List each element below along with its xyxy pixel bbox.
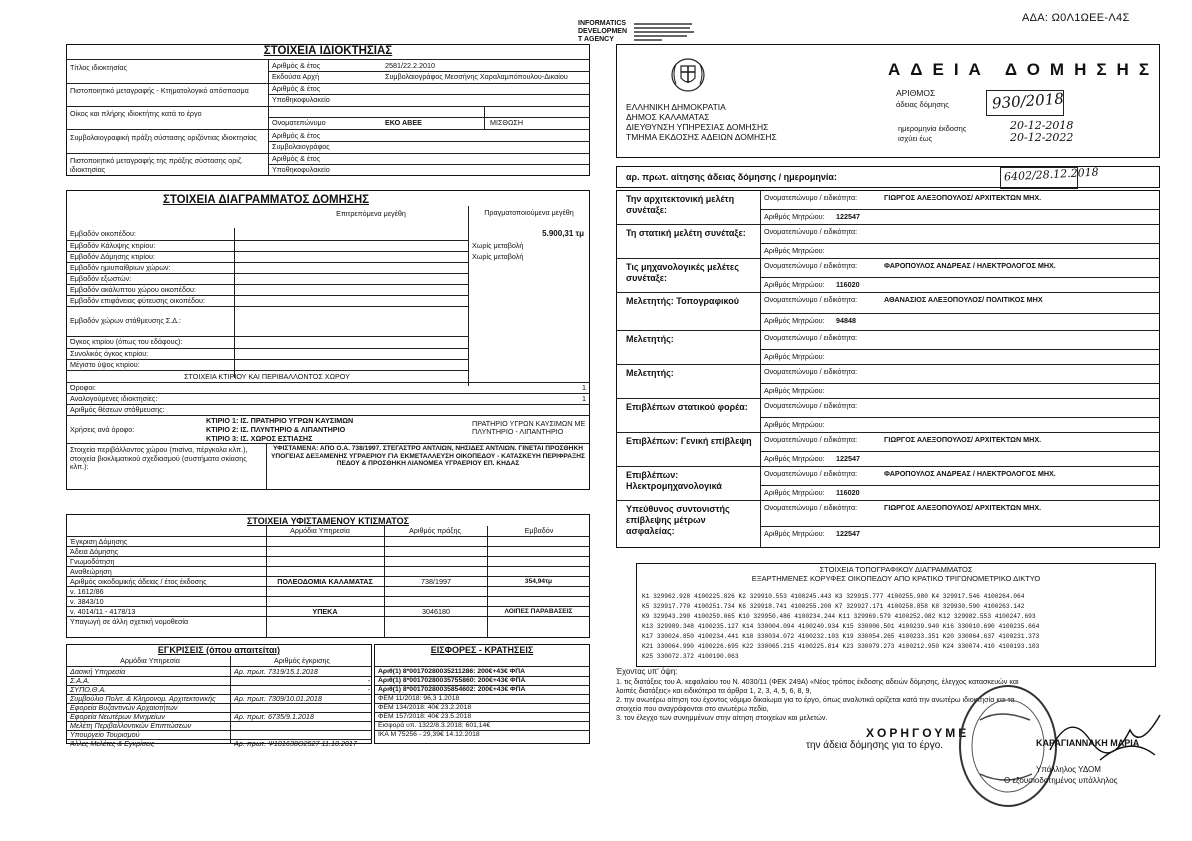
engineer-role: Μελετητής: <box>626 334 674 344</box>
engineer-role: Μελετητής: Τοπογραφικού <box>626 296 739 306</box>
row-divider <box>760 313 1160 314</box>
topo-coordinate-row: K25 330072.372 4100190.063 <box>642 653 739 660</box>
fee-row: ΦΕΜ 11/2018: 96,3 1.2018 <box>378 695 460 702</box>
topo-coordinate-row: K5 329917.770 4100251.734 K6 329918.741 4100255.200 K7 329927.171 4100258.858 K8 329930.590 4100263.142 <box>642 603 1025 610</box>
engineer-reg-key: Αριθμός Μητρώου: <box>764 246 825 255</box>
engineer-reg-value: 122547 <box>836 212 860 221</box>
engineer-reg-key: Αριθμός Μητρώου: <box>764 316 825 325</box>
engineer-name-key: Ονοματεπώνυμο / ειδικότητα: <box>764 469 858 478</box>
engineer-role: Τις μηχανολογικές μελέτες συνέταξε: <box>626 262 739 283</box>
diagram-title: ΣΤΟΙΧΕΙΑ ΔΙΑΓΡΑΜΜΑΤΟΣ ΔΟΜΗΣΗΣ <box>162 194 370 206</box>
row-divider <box>760 451 1160 452</box>
approval-row-number: - <box>367 676 370 685</box>
existing-row-label: Γνωμοδότηση <box>70 557 115 566</box>
engineer-name-value: ΦΑΡΟΠΟΥΛΟΣ ΑΝΔΡΕΑΣ / ΗΛΕΚΤΡΟΛΟΓΟΣ ΜΗΧ. <box>884 469 1056 478</box>
diagram-row-actual: Χωρίς μεταβολή <box>472 241 524 250</box>
engineer-reg-key: Αριθμός Μητρώου: <box>764 420 825 429</box>
building-section-title: ΣΤΟΙΧΕΙΑ ΚΤΙΡΙΟΥ ΚΑΙ ΠΕΡΙΒΑΛΛΟΝΤΟΣ ΧΩΡΟΥ <box>184 372 350 381</box>
engineer-reg-key: Αριθμός Μητρώου: <box>764 212 825 221</box>
ownership-title: ΣΤΟΙΧΕΙΑ ΙΔΙΟΚΤΗΣΙΑΣ <box>263 45 393 57</box>
diagram-col2-header: Πραγματοποιούμενα μεγέθη <box>484 208 574 217</box>
engineer-reg-value: 116020 <box>836 280 860 289</box>
engineer-reg-key: Αριθμός Μητρώου: <box>764 454 825 463</box>
signature-line3: Ο εξουσιοδοτημένος υπάλληλος <box>1004 776 1118 785</box>
approval-row-number: Αρ. πρωτ. 7319/15.1.2018 <box>234 667 318 676</box>
fee-row: Αριθ(1) 8*00170280035755860: 200€+43€ ΦΠΑ <box>378 677 526 684</box>
ownership-key-1: Αριθμός & έτος <box>272 154 321 163</box>
authority-line: ΔΙΕΥΘΥΝΣΗ ΥΠΗΡΕΣΙΑΣ ΔΟΜΗΣΗΣ <box>626 122 769 132</box>
row-divider <box>66 443 590 444</box>
fee-row: Αριθ(1) 8*00170280035854602: 200€+43€ ΦΠΑ <box>378 686 526 693</box>
environment-label: Στοιχεία περιβάλλοντος χώρου (πισίνα, πέργκολα κλπ.), στοιχεία βιοκλιματικού σχεδιασμού (συστήματα σκίασης κλπ.): <box>70 446 248 471</box>
row-divider <box>760 243 1160 244</box>
row-divider <box>66 129 590 130</box>
engineer-name-value: ΦΑΡΟΠΟΥΛΟΣ ΑΝΔΡΕΑΣ / ΗΛΕΚΤΡΟΛΟΓΟΣ ΜΗΧ. <box>884 261 1056 270</box>
engineer-reg-value: 116020 <box>836 488 860 497</box>
topo-coordinate-row: K17 330024.850 4100234.441 K18 330034.072 4100232.103 K19 330054.265 4100233.351 K20 330064.637 4100231.373 <box>642 633 1040 640</box>
approval-row-label: Μελέτη Περιβαλλοντικών Επιπτώσεων <box>70 721 192 730</box>
logo-line-1: INFORMATICS <box>578 20 627 27</box>
topo-coordinate-row: K13 329989.348 4100235.127 K14 330004.094 4100240.934 K15 330006.501 4100239.940 K16 330010.690 4100235.664 <box>642 623 1040 630</box>
row-divider <box>66 106 590 107</box>
signature-line2: Υπάλληλος ΥΔΟΜ <box>1036 765 1101 774</box>
diagram-row-actual: 5.900,31 τμ <box>542 229 584 238</box>
ownership-key-1: Αριθμός & έτος <box>272 84 321 93</box>
permit-number-value: 930/2018 <box>991 89 1065 113</box>
engineer-reg-value: 94848 <box>836 316 856 325</box>
column-divider <box>266 526 267 638</box>
approval-row-number: Αρ. πρωτ. Ψ101638Ο2527 11.10.2017 <box>234 739 357 748</box>
engineer-role: Μελετητής: <box>626 368 674 378</box>
ownership-value-2: ΜΙΣΘΩΣΗ <box>490 118 524 127</box>
existing-title: ΣΤΟΙΧΕΙΑ ΥΦΙΣΤΑΜΕΝΟΥ ΚΤΙΣΜΑΤΟΣ <box>247 516 409 526</box>
existing-row-label: Υπαγωγή σε άλλη σχετική νομοθεσία <box>70 617 189 626</box>
existing-row-label: ν. 3843/10 <box>70 597 104 606</box>
diagram-row-label: Όγκος κτιρίου (όπως του εδάφους): <box>70 337 183 346</box>
row-divider <box>268 71 590 72</box>
approval-row-label: Υπουργείο Τουρισμού <box>70 730 140 739</box>
engineer-reg-key: Αριθμός Μητρώου: <box>764 488 825 497</box>
approval-row-label: Σ.Α.Α. <box>70 676 90 685</box>
building-row-value: 1 <box>582 394 586 403</box>
signature-name: ΚΑΡΑΓΙΑΝΝΑΚΗ ΜΑΡΙΑ <box>1036 738 1140 748</box>
diagram-row-label: Εμβαδόν επιφάνειας φύτευσης οικοπέδου: <box>70 296 205 305</box>
note-item: 1. τις διατάξεις του Α. κεφαλαίου του Ν. 4030/11 (ΦΕΚ 249Α) «Νέος τρόπος έκδοσης αδειών δόμησης, έλεγχος κατασκευών και λοιπές διατάξεις» και ειδικότερα τα άρθρα 1, 2, 3, 4, 5, 6, 8, 9, <box>616 677 1019 695</box>
engineer-reg-key: Αριθμός Μητρώου: <box>764 529 825 538</box>
building-row-label: Αναλογούμενες ιδιοκτησίες: <box>70 394 158 403</box>
row-divider <box>268 164 590 165</box>
column-divider <box>484 106 485 130</box>
engineer-reg-key: Αριθμός Μητρώου: <box>764 280 825 289</box>
valid-until-value: 20-12-2022 <box>1010 131 1074 144</box>
ida-logo-text <box>578 20 627 44</box>
topo-coordinate-row: K9 329943.290 4100259.065 K10 329950.486 4100234.244 K11 329969.579 4100252.082 K12 329982.553 4100247.693 <box>642 613 1036 620</box>
row-divider <box>760 277 1160 278</box>
issue-date-value: 20-12-2018 <box>1010 119 1074 132</box>
approval-row-label: Συμβούλιο Πολιτ. & Κληρονομ. Αρχιτεκτονικής <box>70 694 216 703</box>
engineer-name-key: Ονοματεπώνυμο / ειδικότητα: <box>764 401 858 410</box>
use-entry: ΚΤΙΡΙΟ 3: ΙΣ. ΧΩΡΟΣ ΕΣΤΙΑΣΗΣ <box>206 434 313 443</box>
diagram-col1-header: Επιτρεπόμενα μεγέθη <box>336 209 406 218</box>
ownership-value-1: ΕΚΟ ΑΒΕΕ <box>385 118 422 127</box>
row-divider <box>760 417 1160 418</box>
engineer-name-key: Ονοματεπώνυμο / ειδικότητα: <box>764 295 858 304</box>
diagram-row-label: Εμβαδόν Κάλυψης κτιρίου: <box>70 241 156 250</box>
approvals-col-service: Αρμόδια Υπηρεσία <box>120 656 180 665</box>
engineer-role: Επιβλέπων: Γενική επίβλεψη <box>626 436 752 446</box>
row-divider <box>616 432 1160 433</box>
use-entry: ΚΤΙΡΙΟ 1: ΙΣ. ΠΡΑΤΗΡΙΟ ΥΓΡΩΝ ΚΑΥΣΙΜΩΝ <box>206 416 354 425</box>
existing-row-service: ΠΟΛΕΟΔΟΜΙΑ ΚΑΛΑΜΑΤΑΣ <box>277 577 373 586</box>
building-row-label: Αριθμός θέσεων στάθμευσης: <box>70 405 165 414</box>
existing-row-label: Έγκριση Δόμησης <box>70 537 128 546</box>
row-divider <box>616 224 1160 225</box>
approval-row-label: Δασική Υπηρεσία <box>70 667 126 676</box>
logo-line-3: T AGENCY <box>578 36 614 43</box>
note-item: 2. την ανωτέρω αίτηση του έχοντος νόμιμο δικαίωμα για το έργο, όπως αναλυτικά ορίζεται κατά την ανωτέρω ιδιοκτησία και τα στοιχεία που αναγράφονται στο ανωτέρω πεδίο, <box>616 695 1015 713</box>
building-row-value: 1 <box>582 383 586 392</box>
ownership-key-2: Εκδούσα Αρχή <box>272 72 320 81</box>
row-divider <box>616 330 1160 331</box>
approvals-title: ΕΓΚΡΙΣΕΙΣ (όπου απαιτείται) <box>157 645 281 655</box>
row-divider <box>760 349 1160 350</box>
diagram-row-label: Εμβαδόν ακάλυπτου χώρου οικοπέδου: <box>70 285 196 294</box>
engineer-role: Την αρχιτεκτονική μελέτη συνέταξε: <box>626 194 735 215</box>
engineer-name-key: Ονοματεπώνυμο / ειδικότητα: <box>764 193 858 202</box>
fees-title: ΕΙΣΦΟΡΕΣ - ΚΡΑΤΗΣΕΙΣ <box>430 645 534 655</box>
building-row-label: Όροφοι: <box>70 383 96 392</box>
engineer-name-value: ΓΙΩΡΓΟΣ ΑΛΕΞΟΠΟΥΛΟΣ/ ΑΡΧΙΤΕΚΤΩΝ ΜΗΧ. <box>884 193 1042 202</box>
row-divider <box>268 141 590 142</box>
ownership-value-1: 2581/22.2.2010 <box>385 61 435 70</box>
approval-row-number: Αρ. πρωτ. 6735/9.1.2018 <box>234 712 314 721</box>
topo-title: ΣΤΟΙΧΕΙΑ ΤΟΠΟΓΡΑΦΙΚΟΥ ΔΙΑΓΡΑΜΜΑΤΟΣ <box>819 565 973 574</box>
existing-row-area: 354,94τμ <box>524 578 553 585</box>
column-divider <box>266 443 267 490</box>
uses-label: Χρήσεις ανά όροφο: <box>70 425 135 434</box>
ownership-row-label: Συμβολαιογραφική πράξη σύστασης οριζόντιας ιδιοκτησίας <box>70 133 257 142</box>
diagram-row-label: Εμβαδόν οικοπέδου: <box>70 229 136 238</box>
ownership-row-label: Πιστοποιητικό μεταγραφής της πράξης σύστασης οριζ. ιδιοκτησίας <box>70 156 244 174</box>
ownership-key-2: Υποθηκοφυλακείο <box>272 165 330 174</box>
existing-row-area: ΛΟΙΠΕΣ ΠΑΡΑΒΑΣΕΙΣ <box>504 608 573 615</box>
permit-number-sub: άδειας δόμησης <box>896 100 949 109</box>
ownership-key-1: Αριθμός & έτος <box>272 131 321 140</box>
topo-subtitle: ΕΞΑΡΤΗΜΕΝΕΣ ΚΟΡΥΦΕΣ ΟΙΚΟΠΕΔΟΥ ΑΠΟ ΚΡΑΤΙΚΟ ΤΡΙΓΩΝΟΜΕΤΡΙΚΟ ΔΙΚΤΥΟ <box>751 574 1041 583</box>
ownership-key-2: Συμβολαιογράφος <box>272 142 330 151</box>
engineer-name-value: ΓΙΩΡΓΟΣ ΑΛΕΞΟΠΟΥΛΟΣ/ ΑΡΧΙΤΕΚΤΩΝ ΜΗΧ. <box>884 435 1042 444</box>
existing-row-label: ν. 4014/11 - 4178/13 <box>70 607 136 616</box>
row-divider <box>616 292 1160 293</box>
engineer-name-value: ΓΙΩΡΓΟΣ ΑΛΕΞΟΠΟΥΛΟΣ/ ΑΡΧΙΤΕΚΤΩΝ ΜΗΧ. <box>884 503 1042 512</box>
ownership-key-1: Ονοματεπώνυμο <box>272 118 326 127</box>
column-divider <box>487 526 488 638</box>
topo-coordinate-row: K21 330064.990 4100226.695 K22 330065.215 4100225.814 K23 330079.273 4100212.950 K24 330074.410 4100193.103 <box>642 643 1040 650</box>
engineer-name-key: Ονοματεπώνυμο / ειδικότητα: <box>764 227 858 236</box>
use-entry: ΚΤΙΡΙΟ 2: ΙΣ. ΠΛΥΝΤΗΡΙΟ & ΛΙΠΑΝΤΗΡΙΟ <box>206 425 346 434</box>
ownership-key-2: Υποθηκοφυλακείο <box>272 95 330 104</box>
engineer-reg-value: 122547 <box>836 454 860 463</box>
diagram-row-label: Εμβαδόν ημιυπαίθριων χώρων: <box>70 263 171 272</box>
approval-row-label: Εφορεία Νεωτέρων Μνημείων <box>70 712 165 721</box>
engineer-role: Υπεύθυνος συντονιστής επίβλεψης μέτρων ασφαλείας: <box>626 504 730 536</box>
authority-line: ΔΗΜΟΣ ΚΑΛΑΜΑΤΑΣ <box>626 112 710 122</box>
row-divider <box>616 364 1160 365</box>
diagram-row-label: Μέγιστο ύψος κτιρίου: <box>70 360 140 369</box>
ownership-key-1: Αριθμός & έτος <box>272 61 321 70</box>
fee-row: ΙΚΑ Μ 75256 - 29,39€ 14.12.2018 <box>378 731 480 738</box>
fee-row: Αριθ(1) 8*00170280035211286: 200€+43€ ΦΠΑ <box>378 668 526 675</box>
existing-col-service: Αρμόδια Υπηρεσία <box>290 526 350 535</box>
engineer-reg-key: Αριθμός Μητρώου: <box>764 352 825 361</box>
row-divider <box>616 500 1160 501</box>
fee-row: ΦΕΜ 157/2018: 40€ 23.5.2018 <box>378 713 472 720</box>
fee-row: Εισφορά υπ. 1322/8.3.2018: 601,14€ <box>378 722 491 729</box>
permit-title: ΑΔΕΙΑ ΔΟΜΗΣΗΣ <box>888 60 1160 79</box>
row-divider <box>66 306 468 307</box>
engineer-name-key: Ονοματεπώνυμο / ειδικότητα: <box>764 503 858 512</box>
row-divider <box>760 209 1160 210</box>
uses-note: ΠΡΑΤΗΡΙΟ ΥΓΡΩΝ ΚΑΥΣΙΜΩΝ ΜΕ ΠΛΥΝΤΗΡΙΟ - ΛΙΠΑΝΤΗΡΙΟ <box>472 420 586 436</box>
approval-row-label: Εφορεία Βυζαντινών Αρχαιοτήτων <box>70 703 178 712</box>
diagram-row-label: Εμβαδόν εξωστών: <box>70 274 132 283</box>
ownership-row-label: Πιστοποιητικό μεταγραφής - Κτηματολογικό απόσπασμα <box>70 86 249 95</box>
existing-row-label: Αριθμός οικοδομικής άδειας / έτος έκδοσης <box>70 577 207 586</box>
engineer-name-key: Ονοματεπώνυμο / ειδικότητα: <box>764 333 858 342</box>
grant-heading: ΧΟΡΗΓΟΥΜΕ <box>866 726 970 740</box>
grant-subtext: την άδεια δόμησης για το έργο. <box>806 740 944 751</box>
row-divider <box>66 370 468 371</box>
diagram-row-label: Εμβαδόν Δόμησης κτιρίου: <box>70 252 155 261</box>
valid-until-label: ισχύει έως <box>898 134 933 143</box>
existing-row-number: 738/1997 <box>421 577 451 586</box>
engineer-role: Επιβλέπων: Ηλεκτρομηχανολογικά <box>626 470 722 491</box>
existing-col-number: Αριθμός πράξης <box>409 526 461 535</box>
existing-col-area: Εμβαδόν <box>524 526 554 535</box>
greek-emblem-icon <box>668 54 708 96</box>
application-label: αρ. πρωτ. αίτησης άδειας δόμησης / ημερομηνία: <box>626 172 837 182</box>
fee-row: ΦΕΜ 134/2018: 40€ 23.2.2018 <box>378 704 472 711</box>
approval-row-number: Αρ. πρωτ. 7309/10.01.2018 <box>234 694 322 703</box>
note-item: 3. τον έλεγχο των συνημμένων στην αίτηση στοιχείων και μελετών. <box>616 713 828 722</box>
engineer-name-key: Ονοματεπώνυμο / ειδικότητα: <box>764 261 858 270</box>
authority-line: ΕΛΛΗΝΙΚΗ ΔΗΜΟΚΡΑΤΙΑ <box>626 102 726 112</box>
ownership-value-2: Συμβολαιογράφος Μεσσήνης Χαραλαμπόπουλου-Δικαίου <box>385 72 568 81</box>
application-value: 6402/28.12.2018 <box>1003 165 1099 184</box>
row-divider <box>268 94 590 95</box>
topo-coordinate-row: K1 329962.928 4100225.826 K2 329910.553 4100245.443 K3 329915.777 4100255.980 K4 329917.546 4100264.064 <box>642 593 1025 600</box>
engineer-reg-key: Αριθμός Μητρώου: <box>764 386 825 395</box>
row-divider <box>760 526 1160 527</box>
existing-row-label: Αναθεώρηση <box>70 567 112 576</box>
row-divider <box>268 117 590 118</box>
logo-scribble <box>632 21 702 45</box>
issue-date-label: ημερομηνία έκδοσης <box>898 124 967 133</box>
environment-text: ΥΦΙΣΤΑΜΕΝΑ: ΑΠΟ Ο.Α. 738/1997. ΣΤΕΓΑΣΤΡΟ ΑΝΤΛΙΩΝ, ΝΗΣΙΔΕΣ ΑΝΤΛΙΩΝ. ΓΙΝΕΤΑΙ ΠΡΟΣΘΗΚΗ ΥΠΟΓΕΙΑΣ ΔΕΞΑΜΕΝΗΣ ΥΓΡΑΕΡΙΟΥ ΓΙΑ ΕΚΜΕΤΑΛΛΕΥΣΗ ΟΙΚΟΠΕΔΟΥ - ΚΑΤΑΣΚΕΥΗ ΠΕΡΙΦΡΑΞΗΣ ΠΕΔΟΥ & ΠΡΟΣΘΗΚΗ ΛΙΑΝΟΜΕΑ ΥΓΡΑΕΡΙΟΥ ΕΠ. ΚΗΔΑΣ <box>270 445 586 467</box>
diagram-row-label: Εμβαδόν χώρων στάθμευσης Σ.Δ.: <box>70 316 182 325</box>
ownership-row-label: Τίτλος ιδιοκτησίας <box>70 63 128 72</box>
existing-row-number: 3046180 <box>422 607 450 616</box>
logo-line-2: DEVELOPMEN <box>578 28 628 35</box>
ownership-row-label: Οίκος και πλήρης ιδιοκτήτης κατά το έργο <box>70 109 202 118</box>
diagram-row-actual: Χωρίς μεταβολή <box>472 252 524 261</box>
engineer-role: Επιβλέπων στατικού φορέα: <box>626 402 748 412</box>
engineer-name-key: Ονοματεπώνυμο / ειδικότητα: <box>764 367 858 376</box>
approval-row-number: - <box>367 685 370 694</box>
existing-row-service: ΥΠΕΚΑ <box>312 607 338 616</box>
engineer-name-key: Ονοματεπώνυμο / ειδικότητα: <box>764 435 858 444</box>
diagram-row-label: Συνολικός όγκος κτιρίου: <box>70 349 149 358</box>
approval-row-label: ΣΥΠΟ.Θ.Α. <box>70 685 107 694</box>
approvals-col-number: Αριθμός έγκρισης <box>273 656 331 665</box>
notes-intro: Έχοντας υπ' όψη: <box>616 667 678 676</box>
approval-row-label: Άλλες Μελέτες & Εγκρίσεις <box>70 739 155 748</box>
row-divider <box>760 485 1160 486</box>
row-divider <box>760 383 1160 384</box>
engineer-role: Τη στατική μελέτη συνέταξε: <box>626 228 746 238</box>
column-divider <box>384 526 385 638</box>
row-divider <box>616 466 1160 467</box>
authority-line: ΤΜΗΜΑ ΕΚΔΟΣΗΣ ΑΔΕΙΩΝ ΔΟΜΗΣΗΣ <box>626 132 777 142</box>
row-divider <box>616 398 1160 399</box>
row-divider <box>616 258 1160 259</box>
permit-number-label: ΑΡΙΘΜΟΣ <box>896 89 936 98</box>
existing-row-label: ν. 1612/86 <box>70 587 104 596</box>
ada-code: ΑΔΑ: Ω0Λ1ΩΕΕ-Λ4Σ <box>1022 12 1130 24</box>
existing-row-label: Άδεια Δόμησης <box>70 547 119 556</box>
engineer-name-value: ΑΘΑΝΑΣΙΟΣ ΑΛΕΞΟΠΟΥΛΟΣ/ ΠΟΛΙΤΙΚΟΣ ΜΗΧ <box>884 295 1043 304</box>
engineer-reg-value: 122547 <box>836 529 860 538</box>
